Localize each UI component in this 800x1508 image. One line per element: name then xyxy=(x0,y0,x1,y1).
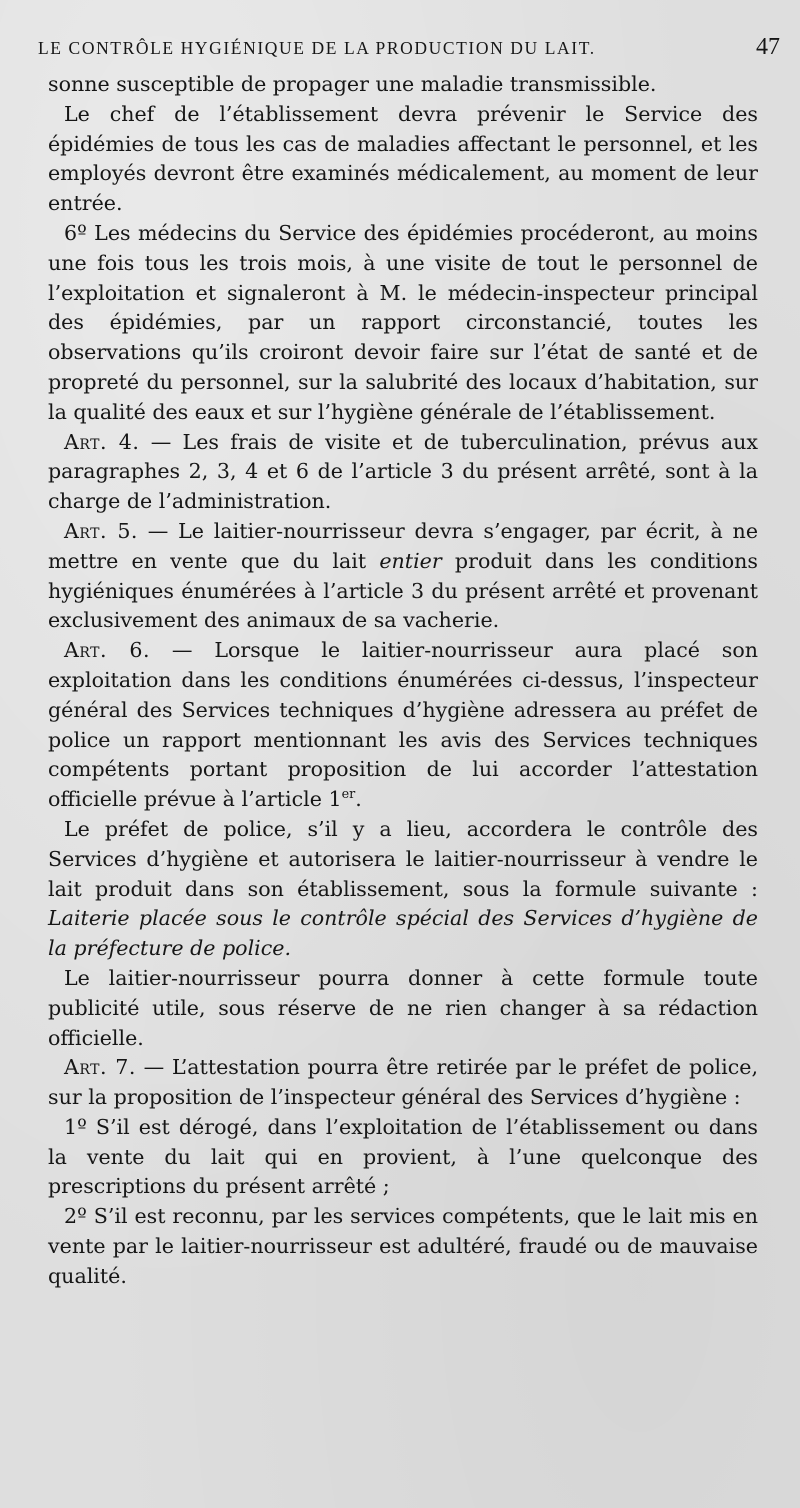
paragraph-continuation: sonne susceptible de propager une maladie transmissible. xyxy=(48,72,657,96)
official-formula: Laiterie placée sous le contrôle spécial des Services d’hygiène de la préfecture de police. xyxy=(48,906,758,961)
running-title: LE CONTRÔLE HYGIÉNIQUE DE LA PRODUCTION DU LAIT. xyxy=(38,38,596,58)
article-6 xyxy=(48,636,758,815)
article-5 xyxy=(48,517,758,636)
running-head xyxy=(38,34,780,62)
article-5-text-before: — Le laitier-nourrisseur devra s’engager, par écrit, à ne mettre en vente que du lait xyxy=(48,518,759,573)
body-text xyxy=(48,70,758,1292)
article-6-label: Art. 6. xyxy=(64,638,151,663)
article-5-emphasis: entier xyxy=(379,548,442,573)
article-5-label: Art. 5. xyxy=(64,518,138,543)
page-number: 47 xyxy=(756,34,780,60)
paragraph-prefet xyxy=(48,815,758,964)
article-7-text: — L’attestation pourra être retirée par le préfet de police, sur la proposition de l’inspecteur général des Services d’hygiène : xyxy=(48,1055,758,1110)
list-item-2: 2º S’il est reconnu, par les services compétents, que le lait mis en vente par le laitier-nourrisseur est adultéré, fraudé ou de mauvaise qualité. xyxy=(48,1204,758,1288)
article-7-label: Art. 7. xyxy=(64,1055,136,1080)
article-4 xyxy=(48,428,758,517)
article-6-text-end: . xyxy=(355,787,362,812)
paragraph-item-6: 6º Les médecins du Service des épidémies procéderont, au moins une fois tous les trois mois, à une visite de tout le personnel de l’exploitation et signaleront à M. le médecin-inspecteur principal des épidémies, par un rapport circonstancié, toutes les observations qu’ils croiront devoir faire sur l’état de santé et de propreté du personnel, sur la salubrité des locaux d’habitation, sur la qualité des eaux et sur l’hygiène générale de l’établissement. xyxy=(48,220,758,424)
article-6-superscript: er xyxy=(341,787,356,803)
article-4-text: — Les frais de visite et de tuberculination, prévus aux paragraphes 2, 3, 4 et 6 de l’article 3 du présent arrêté, sont à la charge de l’administration. xyxy=(48,429,758,514)
article-6-text: — Lorsque le laitier-nourrisseur aura placé son exploitation dans les conditions énumérées ci-dessus, l’inspecteur général des Services techniques d’hygiène adressera au préfet de police un rapport mentionnant les avis des Services techniques compétents portant proposition de lui accorder l’attestation officielle prévue à l’article 1 xyxy=(48,638,758,812)
paragraph-prefet-text: Le préfet de police, s’il y a lieu, accordera le contrôle des Services d’hygiène et autorisera le laitier-nourrisseur à vendre le lait produit dans son établissement, sous la formule suivante : xyxy=(48,816,758,901)
article-4-label: Art. 4. xyxy=(64,429,140,454)
list-item-1: 1º S’il est dérogé, dans l’exploitation de l’établissement ou dans la vente du lait qui en provient, à l’une quelconque des prescriptions du présent arrêté ; xyxy=(48,1114,758,1199)
article-5-text-after: produit dans les conditions hygiéniques énumérées à l’article 3 du présent arrêté et provenant exclusivement des animaux de sa vacherie. xyxy=(48,548,758,633)
article-7 xyxy=(48,1053,758,1113)
paragraph-publicite: Le laitier-nourrisseur pourra donner à cette formule toute publicité utile, sous réserve de ne rien changer à sa rédaction officielle. xyxy=(48,965,758,1050)
paragraph-chef-etablissement: Le chef de l’établissement devra prévenir le Service des épidémies de tous les cas de maladies affectant le personnel, et les employés devront être examinés médicalement, au moment de leur entrée. xyxy=(48,101,758,216)
